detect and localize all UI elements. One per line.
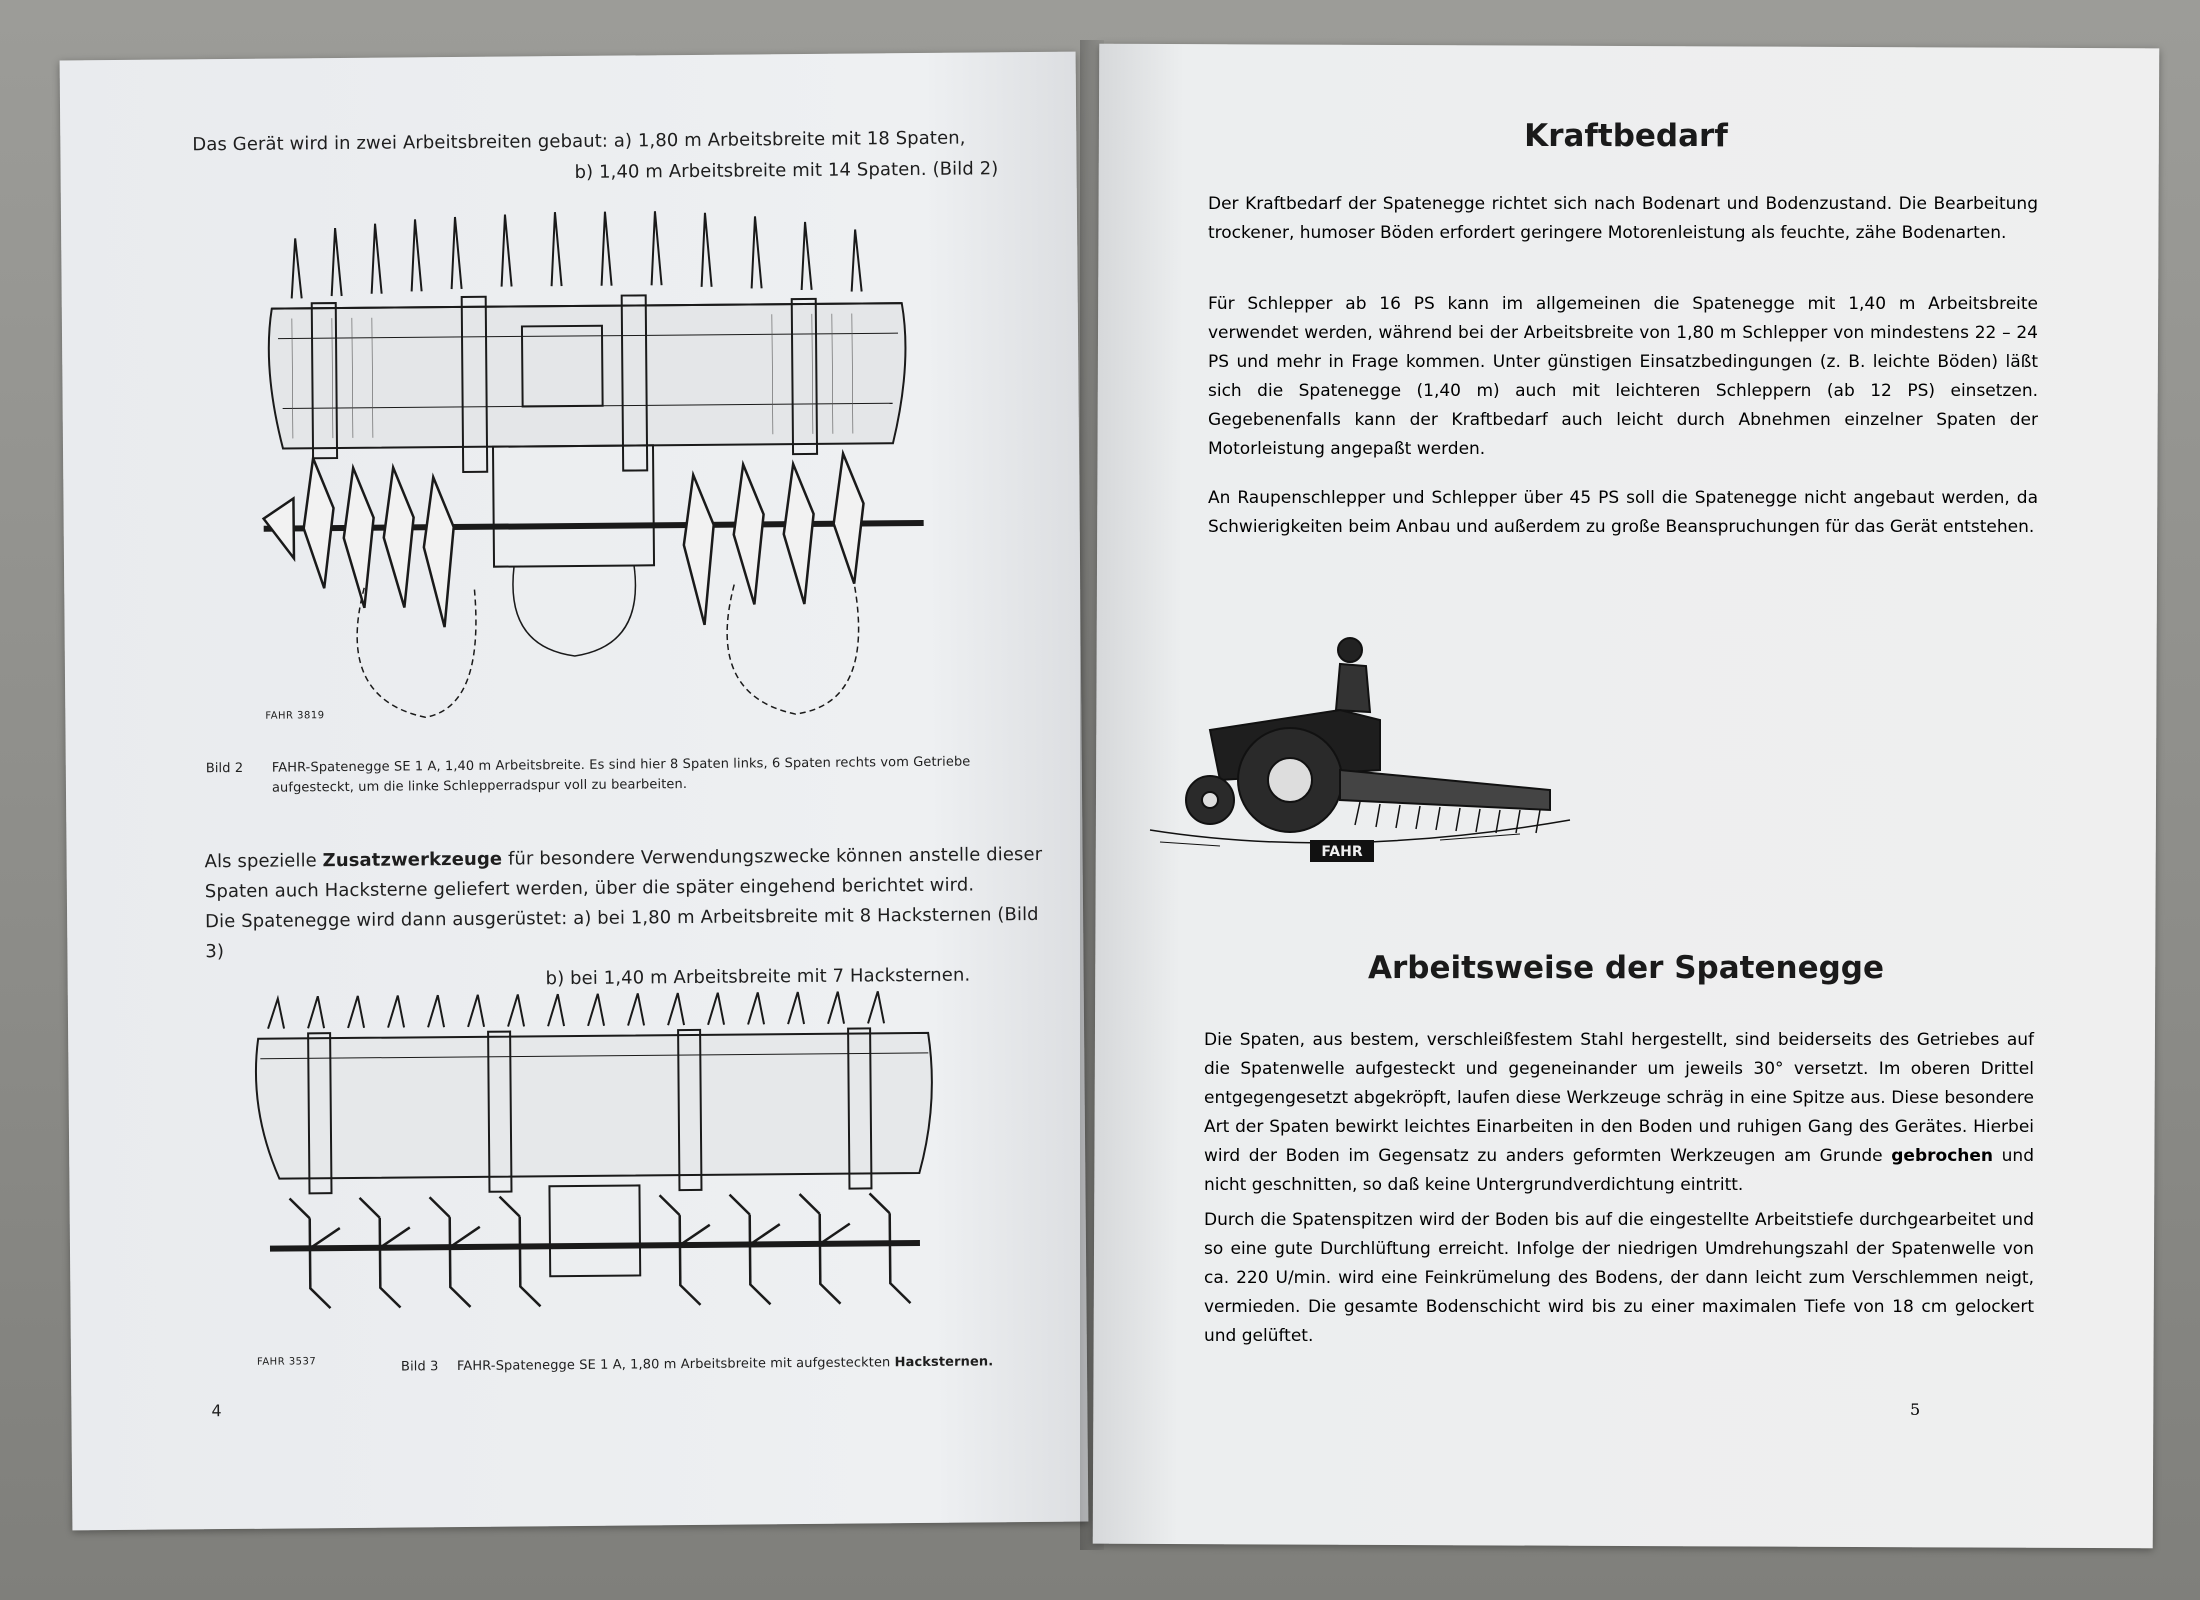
paragraph-4-post: und nicht geschnitten, so daß keine Untergrundverdichtung eintritt. xyxy=(1204,1146,2034,1195)
figure-3-caption-pre: FAHR-Spatenegge SE 1 A, 1,80 m Arbeitsbreite mit aufgesteckten xyxy=(456,1355,895,1375)
figure-2-caption-line-1: FAHR-Spatenegge SE 1 A, 1,40 m Arbeitsbreite. Es sind hier 8 Spaten links, 6 Spaten rechts vom Getriebe xyxy=(271,754,971,776)
figure-2-tag: FAHR 3819 xyxy=(265,710,325,722)
top-tines xyxy=(268,991,884,1028)
tools-line-4: b) bei 1,40 m Arbeitsbreite mit 7 Hacksternen. xyxy=(545,964,971,990)
paragraph-4-bold: gebrochen xyxy=(1891,1146,1994,1166)
tools-line-2: Spaten auch Hacksterne geliefert werden, über die später eingehend berichtet wird. xyxy=(204,874,975,903)
figure-3-caption xyxy=(401,1351,1101,1377)
figure-2-spatenegge-drawing xyxy=(251,203,936,749)
figure-3-tag: FAHR 3537 xyxy=(256,1356,317,1368)
figure-3-caption-bold: Hacksternen. xyxy=(894,1354,994,1371)
paragraph-4-pre: Die Spaten, aus bestem, verschleißfestem Stahl hergestellt, sind beiderseits des Getriebes auf die Spatenwelle aufgesteckt und gegeneinander um jeweils 30° versetzt. Im oberen Drittel entgegengesetzt abgekröpft, laufen diese Werkzeuge schräg in eine Spitze aus. Diese besondere Art der Spaten bewirkt leichtes Einarbeiten in den Boden und ruhigen Gang des Gerätes. Hierbei wird der Boden im Gegensatz zu anders geformten Werkzeugen am Grunde xyxy=(1204,1030,2034,1166)
intro-line-2: b) 1,40 m Arbeitsbreite mit 14 Spaten. (Bild 2) xyxy=(574,158,999,183)
figure-2-caption-line-2: aufgesteckt, um die linke Schlepperradspur voll zu bearbeiten. xyxy=(271,777,688,796)
intro-line-1: Das Gerät wird in zwei Arbeitsbreiten gebaut: a) 1,80 m Arbeitsbreite mit 18 Spaten, xyxy=(192,127,966,156)
heading-arbeitsweise: Arbeitsweise der Spatenegge xyxy=(1367,950,1885,986)
left-page xyxy=(60,52,1089,1531)
tools-line-3: Die Spatenegge wird dann ausgerüstet: a) bei 1,80 m Arbeitsbreite mit 8 Hacksternen (Bild 3) xyxy=(205,903,1039,963)
figure-2-caption xyxy=(206,752,1026,799)
paragraph-2: Für Schlepper ab 16 PS kann im allgemeinen die Spatenegge mit 1,40 m Arbeitsbreite verwendet werden, während bei der Arbeitsbreite von 1,80 m Schlepper von mindestens 22 – 24 PS und mehr in Frage kommen. Unter günstigen Einsatzbedingungen (z. B. leichte Böden) läßt sich die Spatenegge (1,40 m) auch mit leichteren Schleppern (ab 12 PS) einsetzen. Gegebenenfalls kann der Kraftbedarf auch leicht durch Abnehmen einzelner Spaten der Motorleistung angepaßt werden. xyxy=(1208,294,2038,459)
figure-3-hacksterne-drawing xyxy=(248,983,951,1349)
paragraph-5: Durch die Spatenspitzen wird der Boden bis auf die eingestellte Arbeitstiefe durchgearbeitet und so eine gute Durchlüftung erreicht. Infolge der niedrigen Umdrehungszahl der Spatenwelle von ca. 220 U/min. wird eine Feinkrümelung des Bodens, der dann leicht zum Verschlemmen neigt, vermieden. Die gesamte Bodenschicht wird bis zu einer maximalen Tiefe von 18 cm gelockert und gelüftet. xyxy=(1204,1210,2034,1346)
tools-paragraph xyxy=(204,840,1045,997)
figure-3-label: Bild 3 xyxy=(400,1359,439,1375)
paragraph-3: An Raupenschlepper und Schlepper über 45 PS soll die Spatenegge nicht angebaut werden, da Schwierigkeiten beim Anbau und außerdem zu große Beanspruchungen für das Gerät entstehen. xyxy=(1208,488,2038,537)
page-number-left: 4 xyxy=(211,1401,222,1421)
paragraph-1: Der Kraftbedarf der Spatenegge richtet sich nach Bodenart und Bodenzustand. Die Bearbeitung trockener, humoser Böden erfordert geringere Motorenleistung als feuchte, zähe Bodenarten. xyxy=(1208,194,2038,243)
tractor-logo: FAHR xyxy=(1321,844,1363,860)
tools-line-1-post: für besondere Verwendungszwecke können anstelle dieser xyxy=(502,843,1043,870)
top-tines xyxy=(291,209,862,298)
paragraph-4 xyxy=(1204,1026,2034,1200)
intro-text xyxy=(192,122,1033,191)
tools-line-1-pre: Als spezielle xyxy=(204,850,323,873)
figure-2-label: Bild 2 xyxy=(205,760,244,777)
heading-kraftbedarf: Kraftbedarf xyxy=(1524,118,1728,154)
tractor-illustration xyxy=(1140,620,1580,870)
page-number-right: 5 xyxy=(1910,1400,1921,1419)
tools-line-1-bold: Zusatzwerkzeuge xyxy=(322,848,503,872)
